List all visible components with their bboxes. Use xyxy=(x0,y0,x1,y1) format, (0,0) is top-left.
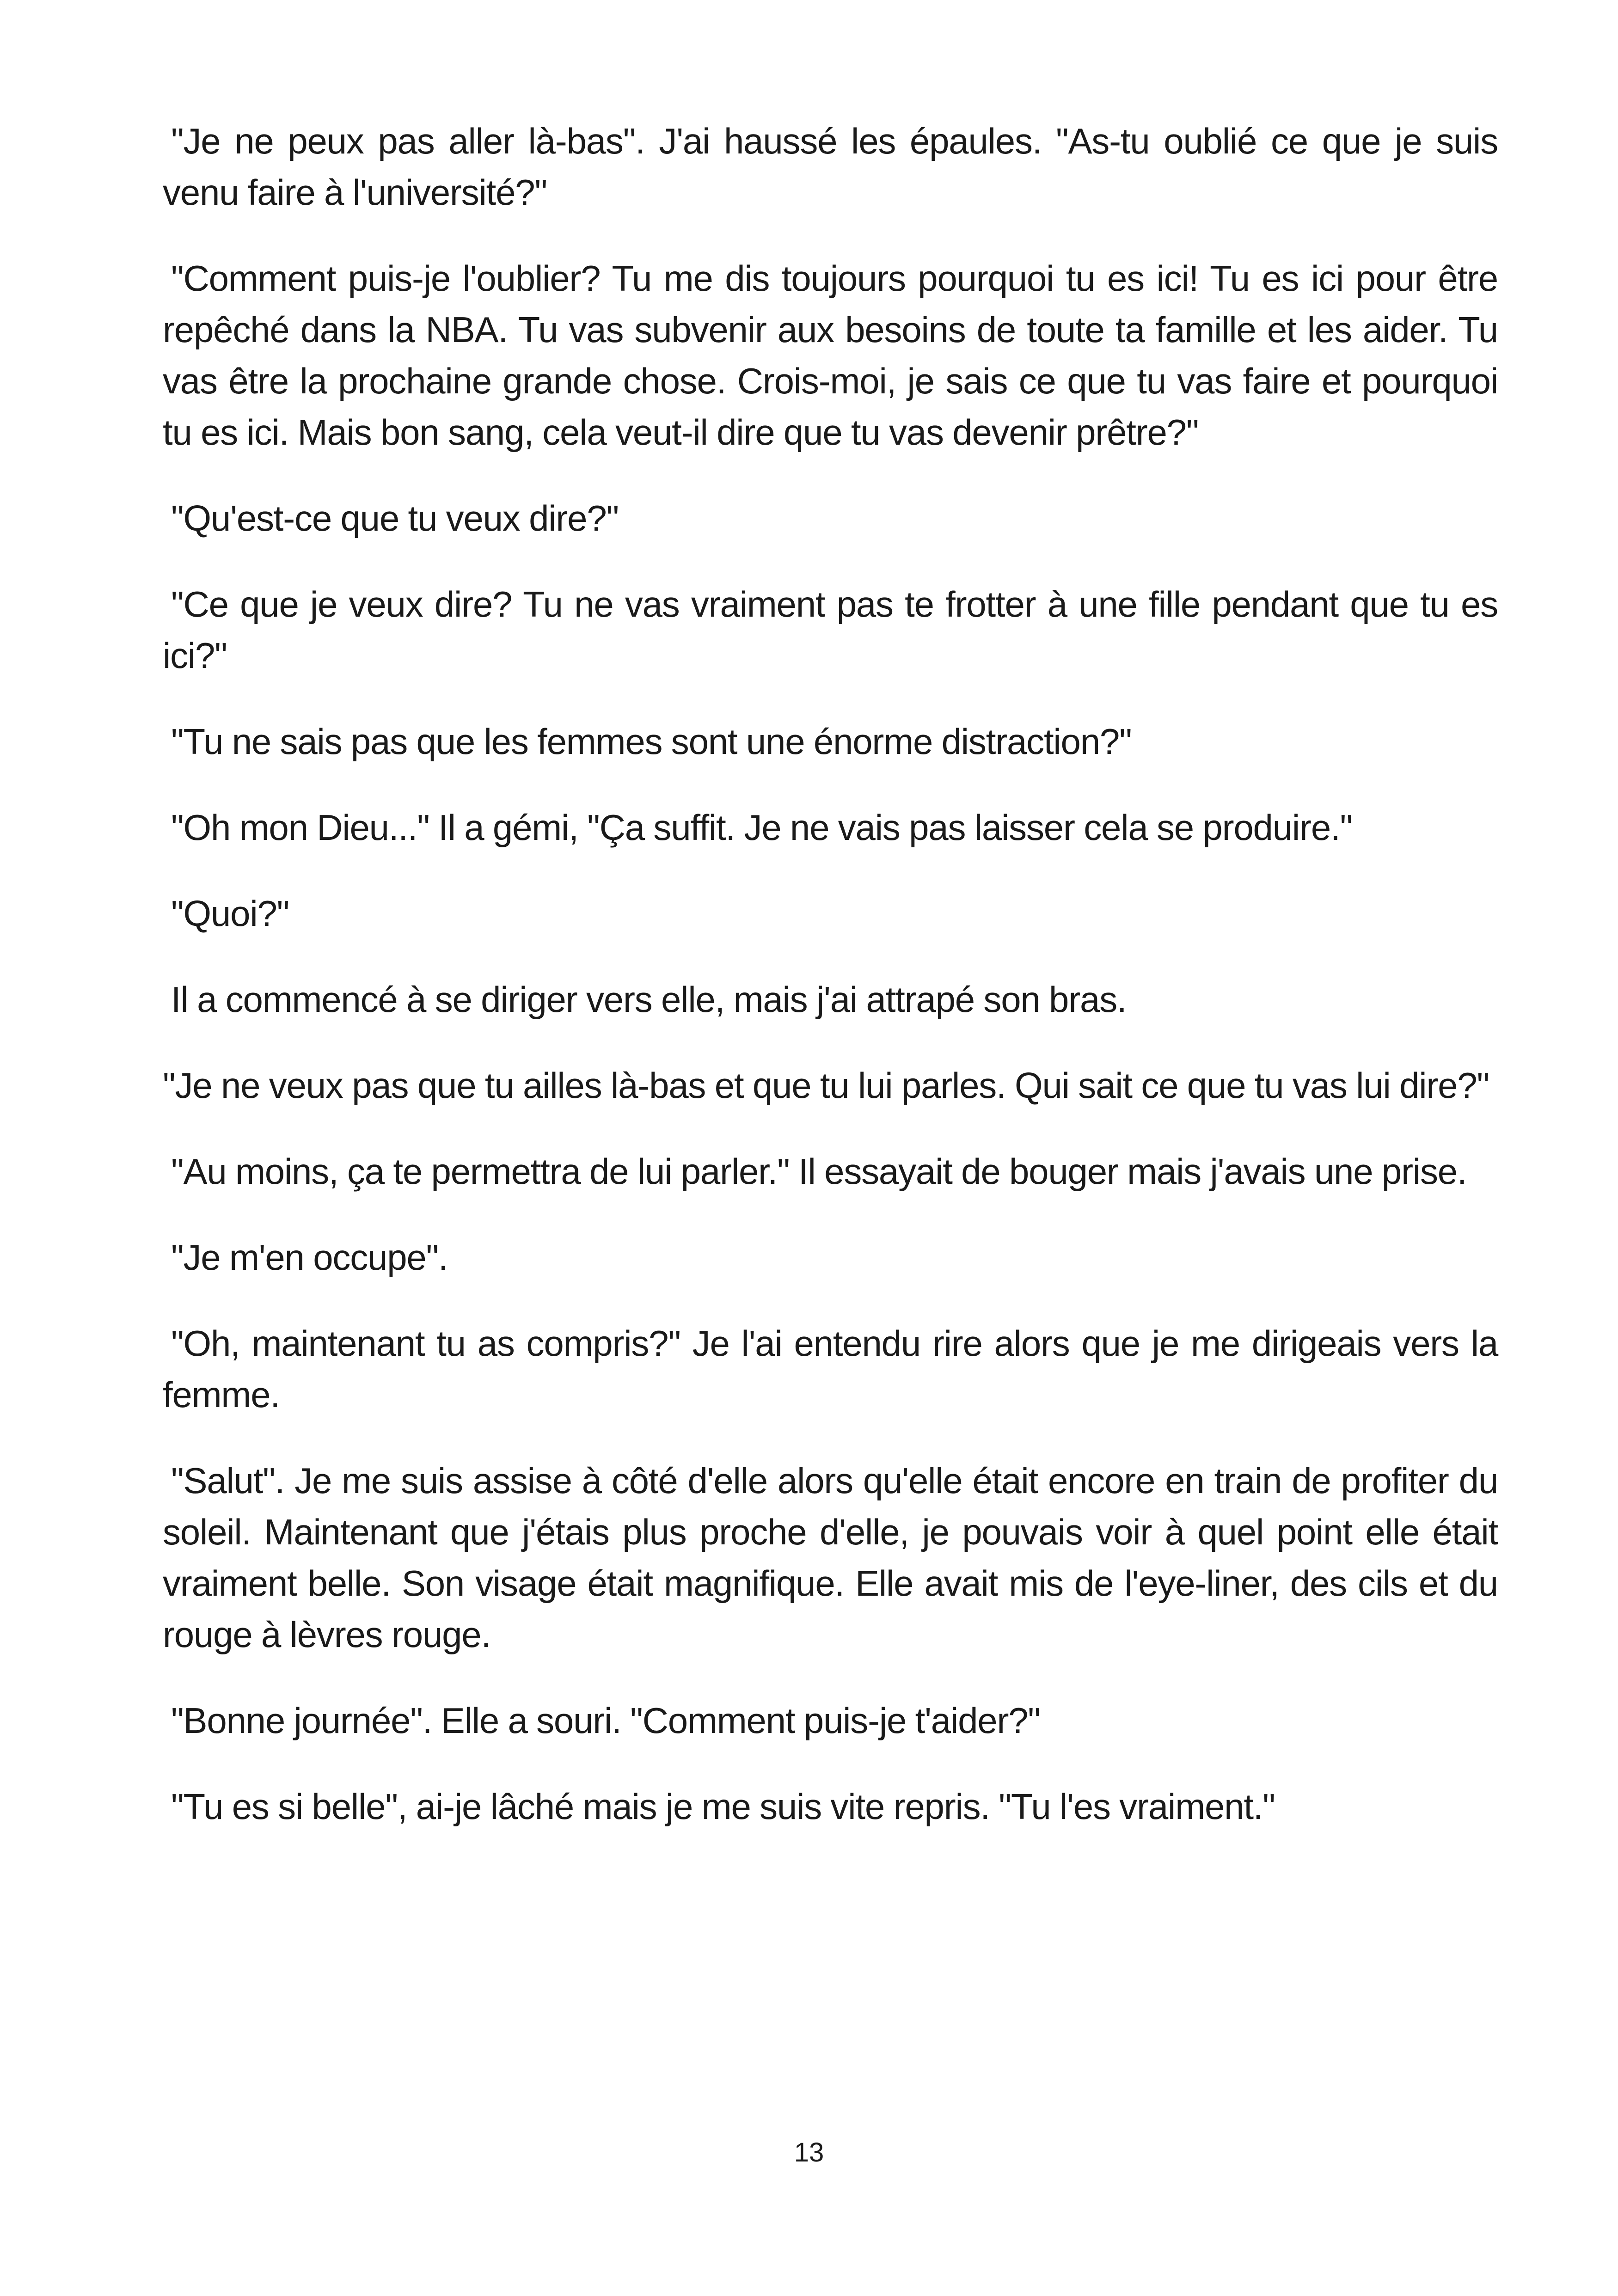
paragraph: Il a commencé à se diriger vers elle, mais j'ai attrapé son bras. xyxy=(171,979,1127,1020)
paragraph: "Je m'en occupe". xyxy=(171,1237,448,1278)
paragraph: "Ce que je veux dire? Tu ne vas vraiment pas te frotter à une fille pendant que tu es ici?" xyxy=(163,584,1498,676)
document-page xyxy=(163,116,1498,2219)
page-number: 13 xyxy=(794,2137,824,2167)
paragraph: "Quoi?" xyxy=(171,893,289,934)
paragraph: "Je ne veux pas que tu ailles là-bas et que tu lui parles. Qui sait ce que tu vas lui dire?" xyxy=(163,1065,1489,1106)
paragraph: "Tu es si belle", ai-je lâché mais je me suis vite repris. "Tu l'es vraiment." xyxy=(171,1786,1275,1827)
paragraph: "Oh, maintenant tu as compris?" Je l'ai entendu rire alors que je me dirigeais vers la femme. xyxy=(163,1323,1498,1415)
paragraph: "Tu ne sais pas que les femmes sont une énorme distraction?" xyxy=(171,721,1132,762)
paragraph: "Comment puis-je l'oublier? Tu me dis toujours pourquoi tu es ici! Tu es ici pour être repêché dans la NBA. Tu vas subvenir aux besoins de toute ta famille et les aider. Tu vas être la prochaine grande chose. Crois-moi, je sais ce que tu vas faire et pourquoi tu es ici. Mais bon sang, cela veut-il dire que tu vas devenir prêtre?" xyxy=(163,258,1498,453)
paragraph: "Qu'est-ce que tu veux dire?" xyxy=(171,498,619,539)
paragraph: "Oh mon Dieu..." Il a gémi, "Ça suffit. Je ne vais pas laisser cela se produire." xyxy=(171,807,1352,848)
paragraph: "Au moins, ça te permettra de lui parler." Il essayait de bouger mais j'avais une prise. xyxy=(171,1151,1467,1192)
paragraph: "Bonne journée". Elle a souri. "Comment puis-je t'aider?" xyxy=(171,1700,1040,1741)
paragraph: "Salut". Je me suis assise à côté d'elle alors qu'elle était encore en train de profiter du soleil. Maintenant que j'étais plus proche d'elle, je pouvais voir à quel point elle était vraiment belle. Son visage était magnifique. Elle avait mis de l'eye-liner, des cils et du rouge à lèvres rouge. xyxy=(163,1460,1498,1655)
paragraph: "Je ne peux pas aller là-bas". J'ai haussé les épaules. "As-tu oublié ce que je suis venu faire à l'université?" xyxy=(163,121,1498,213)
